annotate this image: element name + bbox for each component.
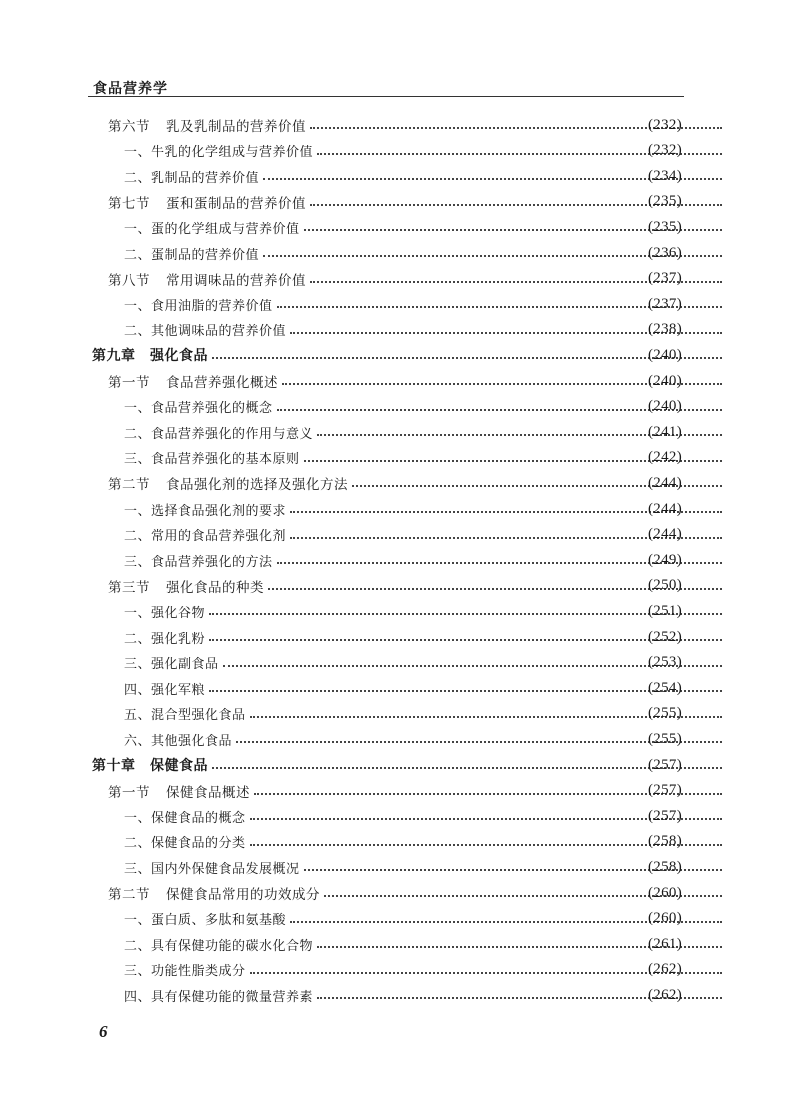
toc-section-label: 保健食品常用的功效成分 [166,887,320,903]
dot-leader [212,357,722,359]
toc-entry-item[interactable] [0,214,790,240]
toc-entry-section[interactable] [0,112,790,138]
toc-entry-chapter[interactable] [0,752,790,778]
toc-page-number: (255) [648,705,682,722]
toc-page-number: (257) [648,807,682,824]
toc-item-title: 一、保健食品的概念 [124,810,246,826]
toc-item-title: 一、蛋白质、多肽和氨基酸 [124,913,287,929]
toc-page-number: (260) [648,884,682,901]
toc-section-label: 食品强化剂的选择及强化方法 [166,477,348,494]
toc-item-title: 三、食品营养强化的基本原则 [124,452,300,468]
toc-page-number: (244) [648,474,682,491]
toc-item-title: 一、蛋的化学组成与营养价值 [124,221,300,237]
toc-item-title: 二、常用的食品营养强化剂 [124,529,287,545]
toc-page-number: (236) [648,244,682,261]
toc-page-number: (253) [648,654,682,671]
toc-page-number: (242) [648,449,682,466]
toc-page-number: (232) [648,116,682,133]
toc-entry-item[interactable] [0,726,790,752]
toc-entry-item[interactable] [0,317,790,343]
toc-section-label: 保健食品概述 [166,784,250,801]
toc-entry-item[interactable] [0,240,790,266]
toc-item-title: 四、具有保健功能的微量营养素 [124,989,314,1005]
toc-entry-item[interactable] [0,650,790,676]
toc-item-title: 二、乳制品的营养价值 [124,170,260,186]
toc-entry-item[interactable] [0,803,790,829]
toc-entry-item[interactable] [0,394,790,420]
toc-page-number: (251) [648,602,682,619]
toc-item-title: 二、其他调味品的营养价值 [124,324,287,340]
toc-page-number: (240) [648,372,682,389]
toc-chapter-title: 第九章 强化食品 [92,348,208,365]
toc-entry-item[interactable] [0,598,790,624]
toc-page-number: (237) [648,270,682,287]
toc-item-title: 三、食品营养强化的方法 [124,554,273,570]
toc-item-title: 二、食品营养强化的作用与意义 [124,426,314,442]
dot-leader [212,767,722,769]
toc-page-number: (250) [648,577,682,594]
toc-section-label: 蛋和蛋制品的营养价值 [166,195,306,212]
toc-entry-item[interactable] [0,854,790,880]
toc-item-title: 四、强化军粮 [124,682,206,698]
toc-entry-section[interactable] [0,778,790,804]
toc-section-title [108,192,306,212]
toc-page-number: (244) [648,500,682,517]
toc-item-title: 二、蛋制品的营养价值 [124,247,260,263]
toc-section-number: 第三节 [108,579,150,596]
header-rule [88,96,684,97]
toc-page-number: (258) [648,858,682,875]
toc-item-title: 二、保健食品的分类 [124,836,246,852]
toc-page-number: (249) [648,551,682,568]
toc-section-label: 常用调味品的营养价值 [166,272,306,289]
toc-item-title: 三、国内外保健食品发展概况 [124,861,300,877]
page-number: 6 [99,1022,108,1041]
toc-section-title [108,883,320,903]
toc-section-label: 强化食品的种类 [166,579,264,596]
toc-entry-item[interactable] [0,675,790,701]
toc-entry-item[interactable] [0,496,790,522]
toc-section-number: 第二节 [108,887,150,903]
toc-section-title [108,781,250,801]
toc-entry-item[interactable] [0,829,790,855]
toc-entry-chapter[interactable] [0,342,790,368]
toc-chapter-title: 第十章 保健食品 [92,758,208,774]
toc-page-number: (261) [648,935,682,952]
toc-page-number: (257) [648,756,682,773]
toc-entry-section[interactable] [0,368,790,394]
toc-section-title [108,115,306,135]
toc-entry-item[interactable] [0,163,790,189]
toc-section-number: 第七节 [108,195,150,212]
toc-section-number: 第六节 [108,119,150,135]
toc-entry-section[interactable] [0,470,790,496]
toc-section-number: 第一节 [108,375,150,391]
toc-entry-section[interactable] [0,266,790,292]
toc-item-title: 一、选择食品强化剂的要求 [124,503,287,519]
toc-page-number: (262) [648,986,682,1003]
toc-section-title [108,473,348,493]
toc-entry-item[interactable] [0,138,790,164]
toc-section-title [108,371,278,391]
toc-entry-section[interactable] [0,880,790,906]
toc-item-title: 三、功能性脂类成分 [124,964,246,980]
toc-item-title: 三、强化副食品 [124,657,219,673]
toc-page-number: (235) [648,218,682,235]
toc-section-number: 第二节 [108,477,150,494]
toc-page-number: (238) [648,321,682,338]
toc-section-title [108,269,306,289]
toc-page-number: (255) [648,730,682,747]
toc-page-number: (257) [648,782,682,799]
toc-item-title: 六、其他强化食品 [124,733,233,749]
toc-page-number: (258) [648,833,682,850]
toc-entry-item[interactable] [0,522,790,548]
toc-entry-item[interactable] [0,624,790,650]
toc-page-number: (232) [648,142,682,159]
toc-section-title [108,576,264,596]
toc-entry-section[interactable] [0,573,790,599]
running-title: 食品营养学 [93,81,168,97]
toc-entry-item[interactable] [0,701,790,727]
toc-section-label: 乳及乳制品的营养价值 [166,119,306,135]
toc-entry-item[interactable] [0,906,790,932]
toc-page-number: (260) [648,910,682,927]
toc-entry-item[interactable] [0,419,790,445]
toc-entry-item[interactable] [0,547,790,573]
toc-entry-item[interactable] [0,291,790,317]
toc-page-number: (234) [648,167,682,184]
toc-page-number: (240) [648,346,682,363]
toc-item-title: 一、牛乳的化学组成与营养价值 [124,145,314,161]
toc-entry-item[interactable] [0,931,790,957]
toc-item-title: 一、食用油脂的营养价值 [124,298,273,314]
toc-item-title: 二、强化乳粉 [124,631,206,647]
toc-page-number: (252) [648,628,682,645]
toc-item-title: 一、强化谷物 [124,605,206,621]
dot-leader [209,613,722,615]
toc-page-number: (244) [648,526,682,543]
toc-item-title: 五、混合型强化食品 [124,708,246,724]
toc-entry-item[interactable] [0,445,790,471]
toc-page-number: (262) [648,961,682,978]
toc-page-number: (237) [648,295,682,312]
toc-page-number: (240) [648,398,682,415]
dot-leader [209,690,722,692]
toc-section-number: 第一节 [108,784,150,801]
toc-page-number: (235) [648,193,682,210]
toc-section-number: 第八节 [108,272,150,289]
toc-entry-section[interactable] [0,189,790,215]
toc-section-label: 食品营养强化概述 [166,375,278,391]
toc-entry-item[interactable] [0,957,790,983]
toc-page-number: (254) [648,679,682,696]
toc-item-title: 二、具有保健功能的碳水化合物 [124,938,314,954]
dot-leader [209,639,722,641]
toc-item-title: 一、食品营养强化的概念 [124,401,273,417]
toc-entry-item[interactable] [0,982,790,1008]
toc-page-number: (241) [648,423,682,440]
